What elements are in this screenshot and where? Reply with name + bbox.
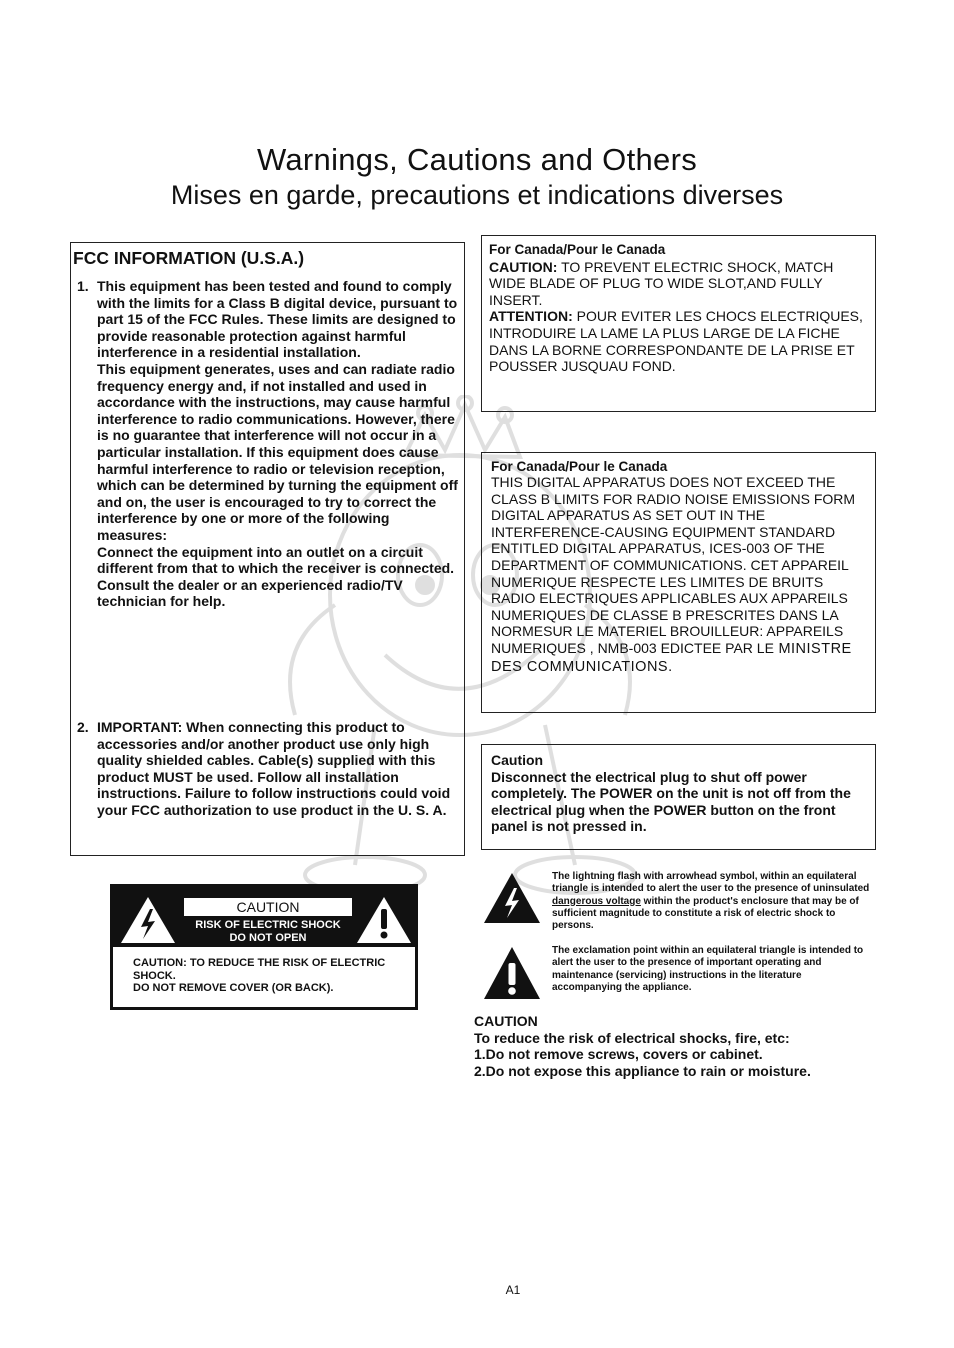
power-caution-box [481,744,876,850]
fcc-item-2-number: 2. [77,719,89,735]
canada-heading-2: For Canada/Pour le Canada [491,459,668,474]
plate-bottom-text [133,957,413,995]
attention-text: POUR EVITER LES CHOCS ELECTRIQUES, INTRODUIRE LA LAME LA PLUS LARGE DE LA FICHE DANS LA BORNE CORRESPONDANTE DE LA PRISE ET POUSSER JUSQUAU FOND. [489,308,863,375]
canada-caution-text [489,259,868,309]
bottom-caution-heading: CAUTION [474,1013,538,1029]
fcc-item-1-paragraph-1: This equipment has been tested and found to comply with the limits for a Class B digital device, pursuant to part 15 of the FCC Rules. These limits are designed to provide reasonable protection against harmful interference in a residential installation. [97,278,458,361]
fcc-item-2 [77,719,459,819]
canada-ices-text [491,474,866,675]
lightning-text-pre: The lightning flash with arrowhead symbol, within an equilateral triangle is intended to alert the user to the presence of uninsulated [552,871,870,895]
caution-plate [110,884,418,1010]
lightning-triangle-icon [119,895,177,945]
dangerous-voltage-text: dangerous voltage [552,895,641,907]
canada-ices-box [481,452,876,713]
page-subtitle: Mises en garde, precautions et indications diverses [170,180,784,210]
plate-center [183,897,353,945]
fcc-item-1-paragraph-2: This equipment generates, uses and can radiate radio frequency energy and, if not installed and used in accordance with the instructions, may cause harmful interference to radio communications. However, there is no guarantee that interference will not occur in a particular installation. If this equipment does cause harmful interference to radio or television reception, which can be determined by turning the equipment off and on, the user is encouraged to try to correct the interference by one or more of the following measures: [97,360,458,543]
page-number: A1 [505,1283,521,1297]
exclamation-triangle-icon [355,895,413,945]
plate-risk-label: RISK OF ELECTRIC SHOCK [195,919,341,931]
ices-body: THIS DIGITAL APPARATUS DOES NOT EXCEED THE CLASS B LIMITS FOR RADIO NOISE EMISSIONS FORM DIGITAL APPARATUS AS SET OUT IN THE INTERFERENCE-CAUSING EQUIPMENT STANDARD ENTITLED DIGITAL APPARATUS, ICES-003 OF THE DEPARTMENT OF COMMUNICATIONS. CET APPAREIL NUMERIQUE RESPECTE LES LIMITES DE BRUITS RADIO ELECTRIQUES APPLICABLES AUX APPAREILS NUMERIQUES DE CLASSE B PRESCRITES DANS LA NORMESUR LE MATERIEL BROUILLEUR: APPAREILS NUMERIQUES , NMB-003 EDICTEE PAR LE [491,474,856,656]
lightning-symbol-icon [482,871,542,925]
attention-label: ATTENTION: [489,308,573,325]
fcc-item-2-text: When connecting this product to accessories and/or another product use only high quality shielded cables. Cable(s) supplied with this product MUST be used. Follow all installation instructions. Failure to follow instructions could void your FCC authorization to use product in the U. S. A. [97,719,451,818]
fcc-item-1 [77,278,459,610]
plate-bottom-line-2: DO NOT REMOVE COVER (OR BACK). [133,982,334,994]
caution-text: TO PREVENT ELECTRIC SHOCK, MATCH WIDE BLADE OF PLUG TO WIDE SLOT,AND FULLY INSERT. [489,258,834,308]
ices-last-line: MINISTRE DES COMMUNICATIONS. [491,640,852,675]
canada-attention-text [489,308,868,374]
caution-label: CAUTION: [489,258,558,275]
canada-plug-box [481,235,876,412]
power-caution-text: Disconnect the electrical plug to shut off power completely. The POWER on the unit is not off from the electrical plug when the POWER button on the front panel is not pressed in. [491,768,851,835]
lightning-symbol-row [482,871,877,931]
plate-bottom-line-1: CAUTION: TO REDUCE THE RISK OF ELECTRIC SHOCK. [133,957,386,982]
fcc-item-1-paragraph-3: Connect the equipment into an outlet on a circuit different from that to which the receiver is connected. Consult the dealer or an experienced radio/TV technician for help. [97,543,455,610]
plate-caution-label: CAUTION [183,897,353,917]
lightning-text-post: within the product's enclosure that may be of sufficient magnitude to constitute a risk of electric shock to persons. [552,895,859,932]
lightning-symbol-text [552,871,872,932]
fcc-information-box [70,242,465,856]
bottom-caution-line-1: To reduce the risk of electrical shocks, fire, etc: [474,1029,790,1046]
fcc-item-1-number: 1. [77,278,89,294]
exclamation-symbol-text: The exclamation point within an equilateral triangle is intended to alert the user to the presence of important operating and maintenance (servicing) instructions in the literature accompanying the appliance. [552,945,864,993]
plate-donot-label: DO NOT OPEN [229,932,307,944]
bottom-caution-line-2: 1.Do not remove screws, covers or cabinet. [474,1046,763,1063]
exclamation-symbol-icon [482,945,542,1001]
page-title: Warnings, Cautions and Others [256,142,698,177]
plate-header [113,887,415,947]
bottom-caution [474,1013,894,1079]
canada-heading-1: For Canada/Pour le Canada [489,242,666,257]
important-label: IMPORTANT: [97,719,183,735]
bottom-caution-line-3: 2.Do not expose this appliance to rain or moisture. [474,1062,811,1079]
fcc-heading: FCC INFORMATION (U.S.A.) [73,248,305,268]
power-caution-heading: Caution [491,752,544,768]
exclamation-symbol-row [482,945,877,1005]
